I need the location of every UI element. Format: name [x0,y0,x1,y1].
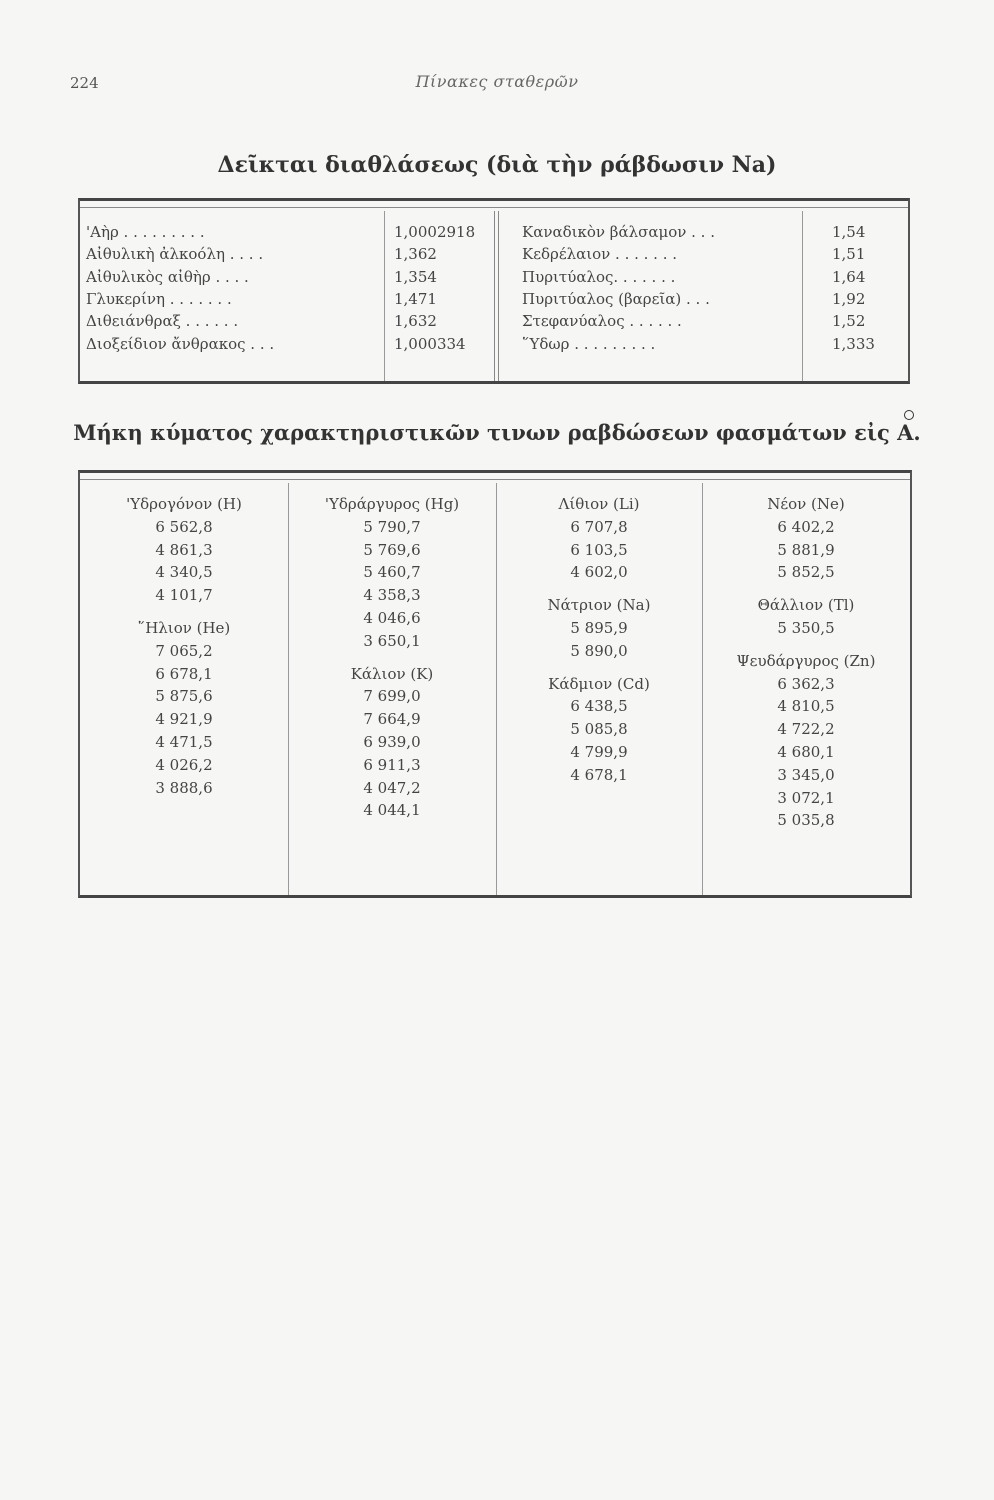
wavelength-value: 4 680,1 [777,743,835,761]
substance-name: Διθειάνθραξ . . . . . . [86,312,239,331]
table-rule [80,207,908,208]
wavelength-value: 4 678,1 [570,765,628,784]
refraction-table [78,198,910,384]
wavelength-value: 5 769,6 [363,540,421,559]
wavelength-value: 5 895,9 [570,619,628,637]
refraction-row [80,335,908,357]
wavelength-value: 5 890,0 [570,641,628,660]
refractive-index: 1,52 [832,312,866,331]
wavelength-value: 6 911,3 [363,755,421,774]
column-divider [496,483,497,895]
wavelength-value: 6 402,2 [777,517,835,536]
wavelength-value: 3 888,6 [155,778,213,797]
wavelength-value: 5 875,6 [155,687,213,706]
wavelength-value: 6 362,3 [777,674,835,693]
element-heading: Ψευδάργυρος (Zn) [736,651,876,670]
refractive-index: 1,632 [394,312,437,331]
page-number: 224 [70,74,99,92]
element-heading: Νέον (Ne) [767,495,845,513]
wavelength-value: 4 722,2 [777,720,835,739]
refraction-title: Δεῖκται διαθλάσεως (διὰ τὴν ράβδωσιν Na) [217,152,777,178]
table-rule [80,479,910,480]
element-heading: 'Υδρογόνον (H) [126,495,242,513]
wavelength-title [0,420,994,445]
refractive-index: 1,54 [832,223,866,241]
wavelength-value: 4 046,6 [363,609,421,627]
wavelength-value: 4 101,7 [155,586,213,605]
column-divider [702,483,703,895]
substance-name: Γλυκερίνη . . . . . . . [86,289,232,308]
wavelength-value: 5 881,9 [777,540,835,559]
column-divider [288,483,289,895]
wavelength-value: 4 799,9 [570,743,628,761]
wavelength-value: 3 345,0 [777,765,835,784]
running-title: Πίνακες σταθερῶν [415,72,579,91]
wavelength-value: 5 350,5 [777,619,835,637]
wavelength-value: 4 921,9 [155,710,213,729]
substance-name: Αἰθυλικὸς αἰθὴρ . . . . [86,267,249,286]
element-heading: Λίθιον (Li) [558,495,640,513]
element-heading: Κάδμιον (Cd) [548,674,650,693]
wavelength-value: 7 065,2 [155,641,213,660]
wavelength-value: 4 358,3 [363,586,421,605]
element-heading: 'Υδράργυρος (Hg) [324,495,460,513]
wavelength-value: 6 562,8 [155,517,213,536]
wavelength-value: 5 085,8 [570,720,628,739]
refractive-index: 1,362 [394,245,437,264]
wavelength-value: 4 471,5 [155,733,213,751]
element-heading: Νάτριον (Na) [547,596,651,615]
wavelength-value: 5 790,7 [363,517,421,536]
wavelength-value: 6 438,5 [570,697,628,716]
refraction-row [80,223,908,245]
refractive-index: 1,64 [832,267,866,286]
wavelength-value: 7 664,9 [363,710,421,729]
substance-name: Καναδικὸν βάλσαμον . . . [522,223,715,241]
refraction-row [80,290,908,312]
refractive-index: 1,354 [394,267,437,286]
wavelength-value: 4 602,0 [570,563,628,582]
wavelength-value: 3 650,1 [363,631,421,650]
element-heading: ῞Ηλιον (He) [137,619,231,637]
refractive-index: 1,0002918 [394,223,476,241]
wavelength-value: 5 852,5 [777,563,835,582]
substance-name: Πυριτύαλος. . . . . . . [522,267,676,286]
element-heading: Θάλλιον (Tl) [757,596,855,615]
wavelength-value: 6 707,8 [570,517,628,536]
wavelength-value: 3 072,1 [777,788,835,807]
refractive-index: 1,333 [832,334,875,353]
substance-name: Κεδρέλαιον . . . . . . . [522,245,678,264]
wavelength-value: 6 103,5 [570,540,628,559]
refraction-row [80,312,908,334]
substance-name: Πυριτύαλος (βαρεῖα) . . . [522,289,710,308]
wavelength-value: 4 810,5 [777,697,835,716]
wavelength-value: 4 026,2 [155,755,213,774]
wavelength-value: 6 939,0 [363,733,421,751]
refractive-index: 1,000334 [394,334,466,353]
substance-name: Διοξείδιον ἄνθρακος . . . [86,334,275,353]
wavelength-title-text: Μήκη κύματος χαρακτηριστικῶν τινων ραβδώσεων φασμάτων εἰς [73,420,898,445]
wavelength-value: 5 035,8 [777,811,835,830]
substance-name: Στεφανύαλος . . . . . . [522,312,682,331]
wavelength-value: 4 047,2 [363,778,421,797]
wavelength-value: 6 678,1 [155,664,213,683]
wavelength-value: 7 699,0 [363,687,421,706]
refractive-index: 1,92 [832,289,866,308]
wavelength-value: 5 460,7 [363,563,421,582]
refractive-index: 1,471 [394,289,437,308]
refractive-index: 1,51 [832,245,866,264]
element-heading: Κάλιον (K) [350,664,434,683]
refraction-row [80,268,908,290]
wavelength-value: 4 861,3 [155,540,213,559]
angstrom-unit: Α. [897,420,921,445]
wavelength-value: 4 340,5 [155,563,213,582]
wavelength-value: 4 044,1 [363,801,421,820]
substance-name: ῞Υδωρ . . . . . . . . . [522,334,656,353]
refraction-row [80,245,908,267]
substance-name: Αἰθυλικὴ ἀλκοόλη . . . . [86,245,264,264]
wavelength-table [78,470,912,898]
substance-name: 'Αὴρ . . . . . . . . . [86,223,205,241]
